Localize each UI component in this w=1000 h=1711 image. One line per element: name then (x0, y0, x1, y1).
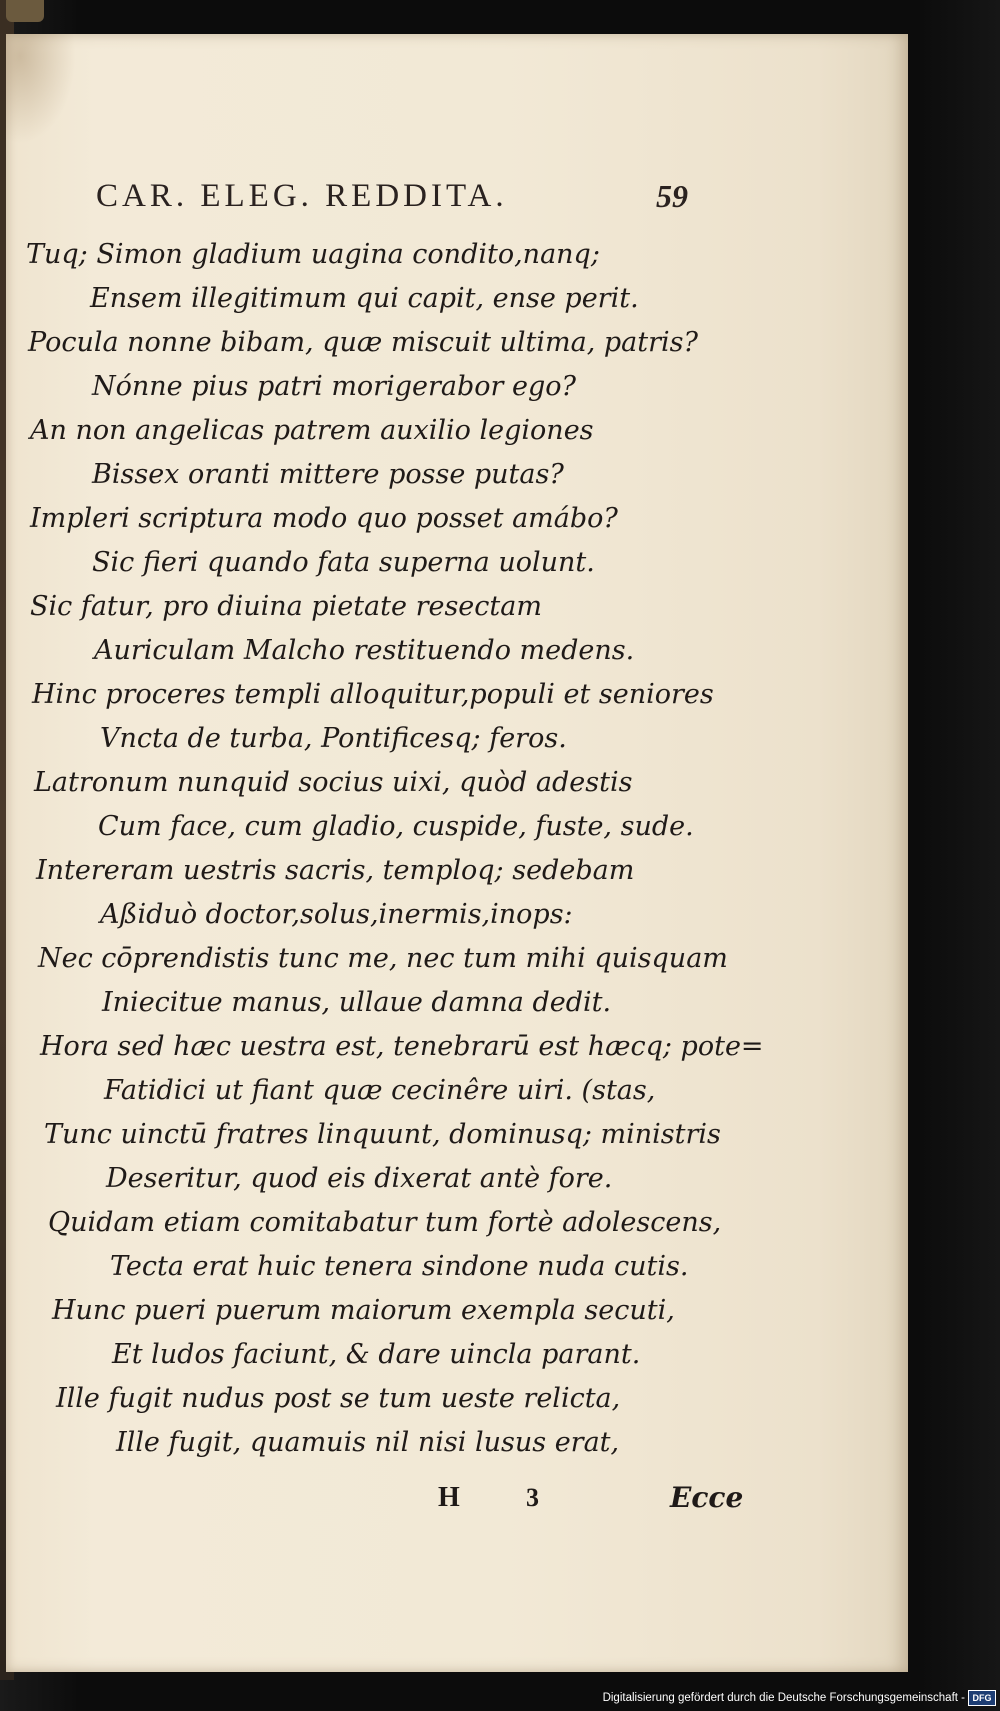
digitization-credit (603, 1689, 996, 1707)
verse-line: Latronum nunquid socius uixi, quòd adestis (34, 767, 633, 798)
verse-line: Ille fugit nudus post se tum ueste relicta, (56, 1383, 621, 1414)
verse-line: Auriculam Malcho restituendo medens. (94, 635, 635, 666)
verse-line: Fatidici ut fiant quæ cecinêre uiri. (stas, (104, 1075, 656, 1106)
page-header (96, 176, 716, 220)
verse-line: Aßiduò doctor,solus,inermis,inops: (100, 899, 573, 930)
verse-line: Tunc uinctū fratres linquunt, dominusq; ministris (44, 1119, 721, 1150)
verse-line: Nónne pius patri morigerabor ego? (92, 371, 577, 402)
verse-line: Vncta de turba, Pontificesq; feros. (100, 723, 567, 754)
verse-line: Bissex oranti mittere posse putas? (92, 459, 564, 490)
verse-line: Et ludos faciunt, & dare uincla parant. (112, 1339, 641, 1370)
running-head: CAR. ELEG. REDDITA. (96, 178, 508, 214)
verse-line: Tecta erat huic tenera sindone nuda cutis. (110, 1251, 689, 1282)
verse-line: Tuq; Simon gladium uagina condito,nanq; (26, 239, 600, 270)
verse-line: Sic fatur, pro diuina pietate resectam (30, 591, 542, 622)
verse-line: Pocula nonne bibam, quæ miscuit ultima, patris? (28, 327, 698, 358)
dfg-logo: DFG (968, 1690, 996, 1706)
verse-line: Intereram uestris sacris, temploq; sedebam (36, 855, 635, 886)
page-stain (6, 34, 76, 144)
verse-line: Hinc proceres templi alloquitur,populi et seniores (32, 679, 714, 710)
verse-line: Sic fieri quando fata superna uolunt. (92, 547, 595, 578)
verse-line: Iniecitue manus, ullaue damna dedit. (102, 987, 612, 1018)
verse-line: Deseritur, quod eis dixerat antè fore. (106, 1163, 613, 1194)
catchword: Ecce (670, 1481, 744, 1514)
verse-line: Ille fugit, quamuis nil nisi lusus erat, (116, 1427, 620, 1458)
credit-text: Digitalisierung gefördert durch die Deutsche Forschungsgemeinschaft - (602, 1692, 965, 1704)
verse-line: Impleri scriptura modo quo posset amábo? (30, 503, 618, 534)
verse-line: Cum face, cum gladio, cuspide, fuste, sude. (98, 811, 694, 842)
verse-line: Quidam etiam comitabatur tum fortè adolescens, (48, 1207, 722, 1238)
book-page (6, 34, 908, 1672)
verse-line: Ensem illegitimum qui capit, ense perit. (90, 283, 639, 314)
signature-mark: H (438, 1482, 460, 1513)
verse-line: An non angelicas patrem auxilio legiones (30, 415, 594, 446)
verse-line: Hora sed hæc uestra est, tenebrarū est hæcq; pote= (40, 1031, 764, 1062)
page-number: 59 (656, 178, 688, 214)
verse-line: Nec cōprendistis tunc me, nec tum mihi quisquam (38, 943, 728, 974)
verse-line: Hunc pueri puerum maiorum exempla secuti, (52, 1295, 675, 1326)
page-footer (6, 1478, 906, 1522)
binding-tab (6, 0, 44, 22)
signature-number: 3 (526, 1483, 539, 1512)
